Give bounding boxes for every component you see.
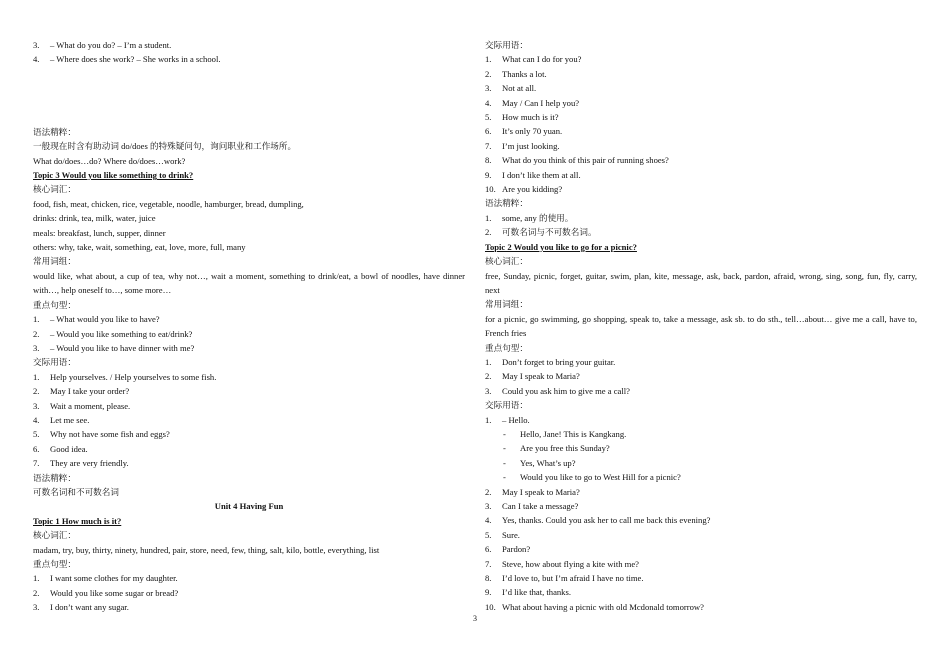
list-item: 1. What can I do for you? [485,54,582,65]
list-item: 3. – What do you do? – I’m a student. [33,40,172,50]
list-item: 8. What do you think of this pair of running shoes? [485,155,669,166]
dialog-line: - Yes, What’s up? [503,457,576,468]
phrases-label: 常用词组： [33,256,76,267]
vocab-line: food, fish, meat, chicken, rice, vegetable, noodle, hamburger, bread, dumpling, [33,198,304,209]
topic2-title: Topic 2 Would you like to go for a picnic? [485,241,637,252]
list-item: 1. Don’t forget to bring your guitar. [485,356,616,367]
topic1-title: Topic 1 How much is it? [33,515,122,526]
phrases-text: for a picnic, go swimming, go shopping, speak to, take a message, ask sb. to do sth., tell…about… give me a call, have to, French fries [485,313,917,339]
list-item: 2. May I take your order? [33,386,130,397]
unit-title: Unit 4 Having Fun [214,501,284,512]
list-item: 6. It’s only 70 yuan. [485,126,563,137]
list-item: 1. Help yourselves. / Help yourselves to some fish. [33,371,217,382]
list-item: 2. 可数名词与不可数名词。 [485,227,597,238]
topic3-title: Topic 3 Would you like something to drink? [33,170,194,181]
grammar-example: What do/does…do? Where do/does…work? [33,155,186,166]
list-item: 2. May I speak to Maria? [485,371,580,382]
list-item: 7. I’m just looking. [485,140,560,151]
list-item: 2. Thanks a lot. [485,68,547,79]
vocab-text: free, Sunday, picnic, forget, guitar, swim, plan, kite, message, ask, back, pardon, afraid, wrong, sing, song, fun, fly, carry, next [485,270,917,295]
list-item: 4. Yes, thanks. Could you ask her to call me back this evening? [485,515,711,526]
core-vocab-label: 核心词汇： [33,184,76,195]
list-item: 4. Let me see. [33,414,90,425]
grammar-text: 可数名词和不可数名词 [33,486,119,497]
list-item: 1. – What would you like to have? [33,314,160,325]
list-item: 1. I want some clothes for my daughter. [33,573,178,584]
list-item: 3. I don’t want any sugar. [33,602,129,613]
communication-label: 交际用语： [485,400,528,411]
grammar-label: 语法精粹： [485,198,528,209]
list-item: 7. They are very friendly. [33,458,129,469]
list-item: 2. May I speak to Maria? [485,486,580,497]
list-item: 7. Steve, how about flying a kite with me? [485,558,639,569]
grammar-label: 语法精粹： [33,472,76,483]
right-column [485,38,917,614]
list-item: 6. Pardon? [485,544,531,555]
list-item: 5. Sure. [485,529,520,540]
left-column [33,38,465,615]
grammar-text: 一般现在时含有助动词 do/does 的特殊疑问句，询问职业和工作场所。 [33,141,297,152]
list-item: 5. Why not have some fish and eggs? [33,429,170,440]
phrases-label: 常用词组： [485,299,528,310]
list-item: 6. Good idea. [33,443,88,454]
vocab-line: drinks: drink, tea, milk, water, juice [33,213,156,224]
key-sentences-label: 重点句型： [33,559,76,569]
list-item: 9. I’d like that, thanks. [485,587,571,598]
list-item: 3. Could you ask him to give me a call? [485,385,630,396]
list-item: 10. What about having a picnic with old Mcdonald tomorrow? [485,601,704,612]
dialog-line: - Are you free this Sunday? [503,443,610,454]
vocab-line: madam, try, buy, thirty, ninety, hundred, pair, store, need, few, thing, salt, kilo, bottle, everything, list [33,544,380,555]
key-sentences-label: 重点句型： [485,342,528,353]
list-item: 4. – Where does she work? – She works in a school. [33,54,221,65]
list-item: 5. How much is it? [485,112,559,123]
list-item: 3. Can I take a message? [485,501,579,511]
core-vocab-label: 核心词汇： [33,530,76,541]
list-item: 8. I’d love to, but I’m afraid I have no time. [485,573,644,584]
list-item: 9. I don’t like them at all. [485,169,581,180]
list-item: 4. May / Can I help you? [485,97,580,108]
grammar-label: 语法精粹： [33,126,76,137]
list-item: 10. Are you kidding? [485,184,563,195]
dialog-line: - Would you like to go to West Hill for a picnic? [503,472,681,483]
blank-space [33,67,465,125]
list-item: 2. Would you like some sugar or bread? [33,587,179,598]
dialog-line: - Hello, Jane! This is Kangkang. [503,428,627,439]
vocab-line: others: why, take, wait, something, eat, love, more, full, many [33,242,246,253]
communication-label: 交际用语： [485,40,528,50]
list-item: 3. Wait a moment, please. [33,400,131,411]
core-vocab-label: 核心词汇： [485,256,528,267]
list-item: 1. – Hello. [485,414,530,425]
list-item: 2. – Would you like something to eat/drink? [33,328,193,339]
communication-label: 交际用语： [33,357,76,368]
vocab-line: meals: breakfast, lunch, supper, dinner [33,227,166,238]
page-number: 3 [473,614,477,623]
phrases-text: would like, what about, a cup of tea, why not…, wait a moment, something to drink/eat, a bowl of noodles, have dinner with…, help oneself to…, some more… [33,270,465,296]
key-sentences-label: 重点句型： [33,299,76,310]
list-item: 3. Not at all. [485,83,537,94]
list-item: 1. some, any 的使用。 [485,212,574,223]
list-item: 3. – Would you like to have dinner with me? [33,342,195,353]
